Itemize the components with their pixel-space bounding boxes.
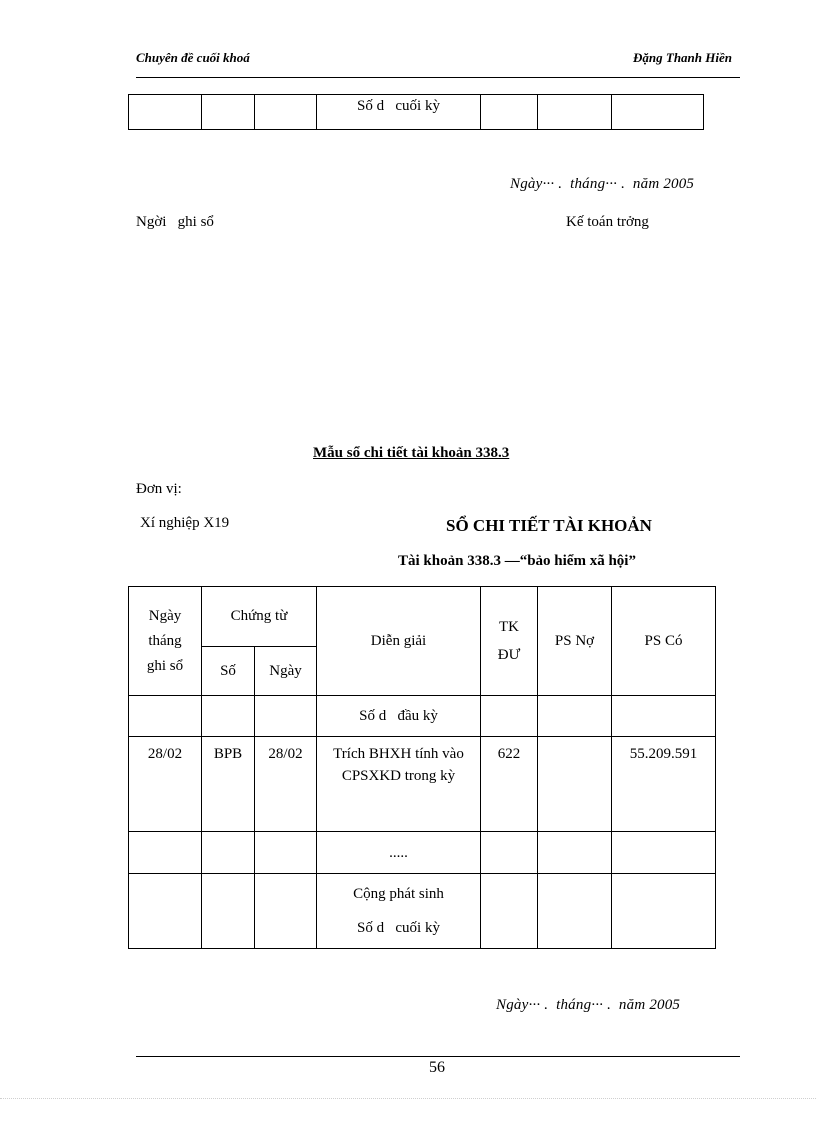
ledger-table <box>128 586 716 949</box>
table-row <box>129 874 716 949</box>
total-label: Cộng phát sinh <box>353 886 444 902</box>
table-header-row <box>129 587 716 647</box>
closing-balance-label: Số d cuối kỳ <box>357 920 440 936</box>
col-header-description: Diễn giải <box>317 587 481 696</box>
entry-description: Trích BHXH tính vào CPSXKD trong kỳ <box>317 737 481 832</box>
previous-ledger-table-tail <box>128 94 704 130</box>
col-header-voucher-no: Số <box>202 647 255 696</box>
entry-voucher-no: BPB <box>202 737 255 832</box>
totals-cell <box>317 874 481 949</box>
col-header-account: TK ĐƯ <box>481 587 538 696</box>
table-row <box>129 737 716 832</box>
table-row <box>129 832 716 874</box>
entry-credit: 55.209.591 <box>612 737 716 832</box>
entry-account: 622 <box>481 737 538 832</box>
unit-name: Xí nghiệp X19 <box>140 515 230 531</box>
table-row <box>129 95 704 130</box>
entry-date: 28/02 <box>129 737 202 832</box>
header-doc-title: Chuyên đề cuối khoá <box>136 50 250 65</box>
section-caption: Mẫu sổ chi tiết tài khoản 338.3 <box>313 445 510 461</box>
ledger-title: SỔ CHI TIẾT TÀI KHOẢN <box>446 516 652 535</box>
ledger-subtitle: Tài khoản 338.3 —“bảo hiểm xã hội” <box>398 553 636 569</box>
unit-label: Đơn vị: <box>136 481 182 497</box>
entry-debit <box>538 737 612 832</box>
col-header-date: Ngày tháng ghi sổ <box>129 587 202 696</box>
col-header-debit: PS Nợ <box>538 587 612 696</box>
entry-voucher-date: 28/02 <box>255 737 317 832</box>
page-edge-divider <box>0 1098 816 1099</box>
col-header-voucher-date: Ngày <box>255 647 317 696</box>
date-line: Ngày··· . tháng··· . năm 2005 <box>510 176 695 192</box>
page-number: 56 <box>429 1059 445 1076</box>
opening-balance-label: Số d đầu kỳ <box>317 696 481 737</box>
header-author: Đặng Thanh Hiền <box>633 50 732 65</box>
table-row <box>129 696 716 737</box>
ellipsis-row: ..... <box>317 832 481 874</box>
signature-recorder: Ngời ghi sổ <box>136 214 214 230</box>
footer-rule <box>136 1056 740 1057</box>
date-line: Ngày··· . tháng··· . năm 2005 <box>496 997 681 1013</box>
signature-chief-accountant: Kế toán trởng <box>566 214 649 230</box>
col-header-credit: PS Có <box>612 587 716 696</box>
col-header-voucher: Chứng từ <box>202 587 317 647</box>
closing-balance-label: Số d cuối kỳ <box>317 95 481 130</box>
header-rule <box>136 77 740 78</box>
